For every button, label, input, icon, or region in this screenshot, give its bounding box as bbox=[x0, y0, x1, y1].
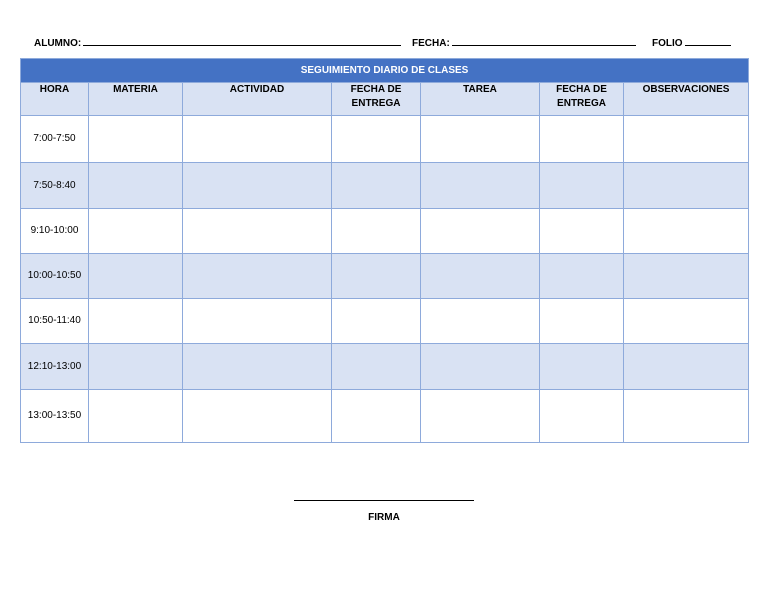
actividad-cell[interactable] bbox=[183, 116, 332, 163]
observaciones-cell[interactable] bbox=[624, 344, 749, 390]
fecha-entrega-cell[interactable] bbox=[332, 299, 421, 344]
schedule-table bbox=[20, 58, 749, 443]
fecha-entrega-cell[interactable] bbox=[332, 163, 421, 209]
column-header-observaciones: OBSERVACIONES bbox=[624, 83, 749, 116]
alumno-label: ALUMNO: bbox=[34, 38, 82, 49]
fecha-blank-line[interactable] bbox=[452, 36, 636, 46]
fecha-label: FECHA: bbox=[412, 38, 450, 49]
alumno-blank-line[interactable] bbox=[83, 36, 401, 46]
table-row bbox=[21, 390, 749, 443]
fecha-entrega-cell[interactable] bbox=[540, 254, 624, 299]
actividad-cell[interactable] bbox=[183, 390, 332, 443]
actividad-cell[interactable] bbox=[183, 254, 332, 299]
tarea-cell[interactable] bbox=[421, 344, 540, 390]
hora-cell: 7:00-7:50 bbox=[21, 116, 89, 163]
table-row bbox=[21, 299, 749, 344]
column-header-hora: HORA bbox=[21, 83, 89, 116]
observaciones-cell[interactable] bbox=[624, 163, 749, 209]
materia-cell[interactable] bbox=[89, 254, 183, 299]
column-header-fecha-entrega-1: FECHA DE ENTREGA bbox=[332, 83, 421, 116]
fecha-entrega-cell[interactable] bbox=[540, 299, 624, 344]
tarea-cell[interactable] bbox=[421, 116, 540, 163]
actividad-cell[interactable] bbox=[183, 299, 332, 344]
tarea-cell[interactable] bbox=[421, 254, 540, 299]
column-header-fecha-entrega-2: FECHA DE ENTREGA bbox=[540, 83, 624, 116]
observaciones-cell[interactable] bbox=[624, 116, 749, 163]
observaciones-cell[interactable] bbox=[624, 254, 749, 299]
tarea-cell[interactable] bbox=[421, 209, 540, 254]
table-row bbox=[21, 209, 749, 254]
fecha-entrega-cell[interactable] bbox=[540, 390, 624, 443]
hora-cell: 12:10-13:00 bbox=[21, 344, 89, 390]
hora-cell: 13:00-13:50 bbox=[21, 390, 89, 443]
folio-label: FOLIO bbox=[652, 38, 683, 49]
column-header-tarea: TAREA bbox=[421, 83, 540, 116]
hora-cell: 9:10-10:00 bbox=[21, 209, 89, 254]
column-header-materia: MATERIA bbox=[89, 83, 183, 116]
fecha-entrega-cell[interactable] bbox=[540, 344, 624, 390]
fecha-entrega-cell[interactable] bbox=[332, 344, 421, 390]
fecha-entrega-cell[interactable] bbox=[332, 209, 421, 254]
fecha-entrega-cell[interactable] bbox=[540, 116, 624, 163]
fecha-entrega-cell[interactable] bbox=[332, 254, 421, 299]
table-row bbox=[21, 254, 749, 299]
alumno-field[interactable] bbox=[34, 36, 401, 49]
table-title: SEGUIMIENTO DIARIO DE CLASES bbox=[21, 59, 749, 83]
folio-blank-line[interactable] bbox=[685, 36, 731, 46]
signature-label: FIRMA bbox=[368, 512, 400, 523]
table-row bbox=[21, 344, 749, 390]
fecha-entrega-cell[interactable] bbox=[540, 163, 624, 209]
table-row bbox=[21, 163, 749, 209]
column-header-actividad: ACTIVIDAD bbox=[183, 83, 332, 116]
materia-cell[interactable] bbox=[89, 299, 183, 344]
observaciones-cell[interactable] bbox=[624, 299, 749, 344]
materia-cell[interactable] bbox=[89, 116, 183, 163]
actividad-cell[interactable] bbox=[183, 209, 332, 254]
table-row bbox=[21, 116, 749, 163]
fecha-entrega-cell[interactable] bbox=[540, 209, 624, 254]
fecha-entrega-cell[interactable] bbox=[332, 116, 421, 163]
actividad-cell[interactable] bbox=[183, 344, 332, 390]
materia-cell[interactable] bbox=[89, 209, 183, 254]
fecha-field[interactable] bbox=[412, 36, 636, 49]
tarea-cell[interactable] bbox=[421, 163, 540, 209]
folio-field[interactable] bbox=[652, 36, 731, 49]
materia-cell[interactable] bbox=[89, 344, 183, 390]
column-header-row bbox=[21, 83, 749, 116]
hora-cell: 7:50-8:40 bbox=[21, 163, 89, 209]
observaciones-cell[interactable] bbox=[624, 390, 749, 443]
tarea-cell[interactable] bbox=[421, 299, 540, 344]
fecha-entrega-cell[interactable] bbox=[332, 390, 421, 443]
tarea-cell[interactable] bbox=[421, 390, 540, 443]
hora-cell: 10:00-10:50 bbox=[21, 254, 89, 299]
materia-cell[interactable] bbox=[89, 390, 183, 443]
signature-line[interactable] bbox=[294, 500, 474, 501]
actividad-cell[interactable] bbox=[183, 163, 332, 209]
materia-cell[interactable] bbox=[89, 163, 183, 209]
hora-cell: 10:50-11:40 bbox=[21, 299, 89, 344]
observaciones-cell[interactable] bbox=[624, 209, 749, 254]
